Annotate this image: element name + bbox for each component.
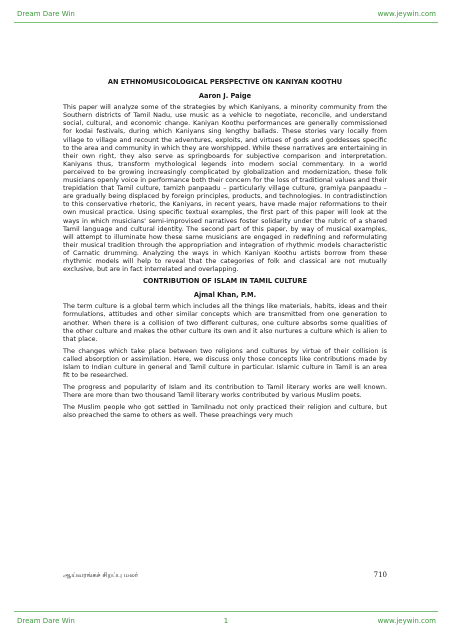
- article-2-paragraph: The term culture is a global term which includes all the things like materials, habits, ideas and their formulations, attitudes and other similar concepts which are transmitted from one generation to another. When there is a collision of two different cultures, one culture absorbs some qualities of the other culture and makes the other culture its own and it also nurtures a culture which is alien to that place.: [63, 302, 387, 343]
- souvenir-label: ஆய்வரங்கச் சிறப்பு மலர்: [63, 571, 139, 579]
- article-1-author: Aaron J. Paige: [198, 92, 252, 101]
- page-footer: [0, 615, 452, 629]
- header-site-name: Dream Dare Win: [17, 10, 75, 18]
- footer-site-name: Dream Dare Win: [17, 617, 75, 625]
- page-number: 710: [373, 571, 387, 579]
- footer-page-number: 1: [223, 617, 229, 625]
- article-1-title: AN ETHNOMUSICOLOGICAL PERSPECTIVE ON KANIYAN KOOTHU: [107, 78, 343, 86]
- page-footer-note: [63, 571, 387, 581]
- page-header: [0, 8, 452, 22]
- article-2-author: Ajmal Khan, P.M.: [193, 291, 257, 300]
- header-divider: [14, 22, 438, 23]
- article-2-paragraph: The Muslim people who got settled in Tamilnadu not only practiced their religion and culture, but also preached the same to others as well. These preachings very much: [63, 403, 387, 420]
- header-url[interactable]: www.jeywin.com: [377, 10, 436, 18]
- article-1-paragraph: This paper will analyze some of the strategies by which Kaniyans, a minority community from the Southern districts of Tamil Nadu, use music as a vehicle to negotiate, reconcile, and understand social, cultural, and economic change. Kaniyan Koothu performances are generally commissioned for kodai festivals, during which Kaniyans sing lengthy ballads. These stories vary locally from village to village and recount the adventures, exploits, and virtues of gods and goddesses specific to the area and community in which they are worshipped. While these narratives are entertaining in their own right, they also serve as springboards for subjective comparison and interpretation. Kaniyans thus, transform mythological legends into modern social commentary. In a world perceived to be growing increasingly complicated by globalization and modernization, these folk musicians openly voice in performance both their concern for the loss of traditional values and their trepidation that Tamil culture, tamizh panpaadu – particularly village culture, gramiya panpaadu – are gradually being displaced by foreign principles, products, and technologies. In contradistinction to this conservative rhetoric, the Kaniyans, in recent years, have made major reformations to their own musical practice. Using specific textual examples, the first part of this paper will look at the ways in which musicians' semi-improvised narratives foster solidarity under the rubric of a shared Tamil language and cultural identity. The second part of this paper, by way of musical examples, will attempt to illuminate how these same musicians are engaged in redefining and reformulating their musical tradition through the appropriation and integration of rhythmic models characteristic of Carnatic drumming. Analyzing the ways in which Kaniyan Koothu artists borrow from these rhythmic models will help to reveal that the categories of folk and classical are not mutually exclusive, but are in fact interrelated and overlapping.: [63, 103, 387, 274]
- article-2-title: CONTRIBUTION OF ISLAM IN TAMIL CULTURE: [142, 277, 308, 286]
- article-2-paragraph: The progress and popularity of Islam and its contribution to Tamil literary works are well known. There are more than two thousand Tamil literary works contributed by various Muslim poets.: [63, 383, 387, 400]
- document-body: [63, 78, 387, 424]
- article-2-paragraph: The changes which take place between two religions and cultures by virtue of their collision is called absorption or assimilation. Here, we discuss only those concepts like contributions made by Islam to Indian culture in general and Tamil culture in particular. Islamic culture in Tamil is an area fit to be researched.: [63, 346, 387, 380]
- footer-divider: [14, 611, 438, 612]
- footer-url[interactable]: www.jeywin.com: [377, 617, 436, 625]
